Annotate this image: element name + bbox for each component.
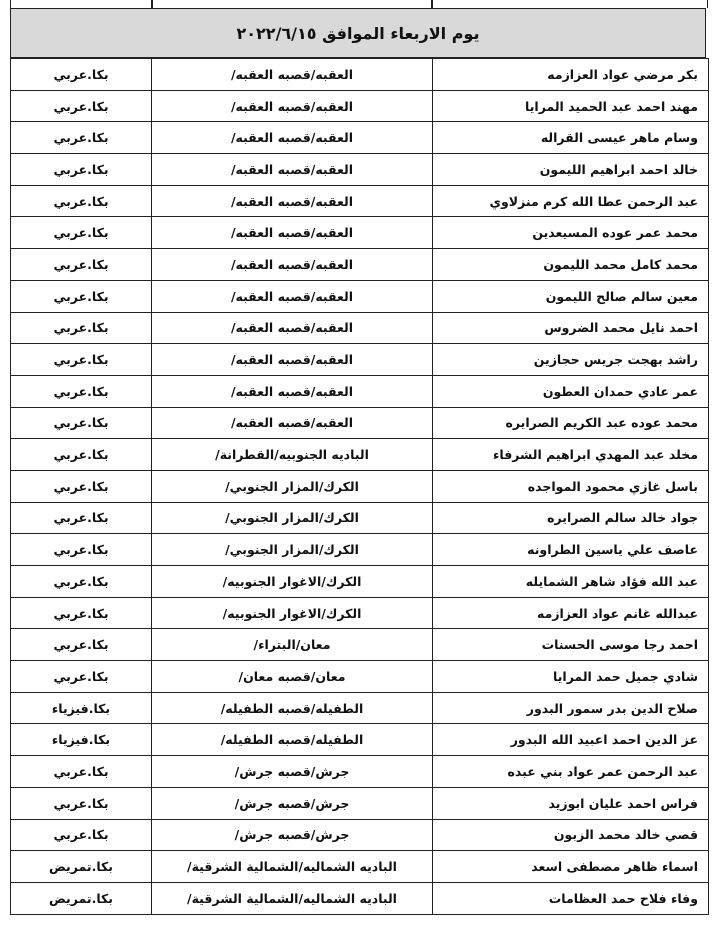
- roster-body: [11, 59, 709, 915]
- location-cell: جرش/قصبه جرش/: [152, 756, 433, 788]
- specialty-cell: بكا.عربي: [11, 566, 152, 598]
- specialty-cell: بكا.عربي: [11, 217, 152, 249]
- name-cell: شادي جميل حمد المرايا: [433, 661, 709, 693]
- name-cell: مهند احمد عبد الحميد المرايا: [433, 90, 709, 122]
- table-row: [11, 249, 709, 281]
- location-cell: الباديه الشماليه/الشمالية الشرقية/: [152, 851, 433, 883]
- specialty-cell: بكا.فيزياء: [11, 724, 152, 756]
- name-cell: بكر مرضي عواد العزازمه: [433, 59, 709, 91]
- name-cell: محمد عمر عوده المسيعدين: [433, 217, 709, 249]
- table-row: [11, 534, 709, 566]
- specialty-cell: بكا.عربي: [11, 154, 152, 186]
- location-cell: العقبه/قصبه العقبه/: [152, 217, 433, 249]
- table-row: [11, 787, 709, 819]
- schedule-sheet: [10, 0, 706, 928]
- table-row: [11, 122, 709, 154]
- table-row: [11, 756, 709, 788]
- name-cell: عبد الرحمن عطا الله كرم منزلاوي: [433, 185, 709, 217]
- name-cell: جواد خالد سالم الصرايره: [433, 502, 709, 534]
- name-cell: عمر عادي حمدان العطون: [433, 375, 709, 407]
- name-cell: عبد الرحمن عمر عواد بني عبده: [433, 756, 709, 788]
- specialty-cell: بكا.عربي: [11, 661, 152, 693]
- date-header-title: يوم الاربعاء الموافق ٢٠٢٢/٦/١٥: [236, 23, 480, 43]
- specialty-cell: بكا.عربي: [11, 312, 152, 344]
- location-cell: العقبه/قصبه العقبه/: [152, 249, 433, 281]
- location-cell: جرش/قصبه جرش/: [152, 787, 433, 819]
- specialty-cell: بكا.عربي: [11, 819, 152, 851]
- specialty-cell: بكا.عربي: [11, 597, 152, 629]
- location-cell: العقبه/قصبه العقبه/: [152, 185, 433, 217]
- specialty-cell: بكا.عربي: [11, 756, 152, 788]
- name-cell: عبدالله غانم عواد العزازمه: [433, 597, 709, 629]
- table-row: [11, 629, 709, 661]
- specialty-cell: بكا.عربي: [11, 185, 152, 217]
- location-cell: جرش/قصبه جرش/: [152, 819, 433, 851]
- specialty-cell: بكا.عربي: [11, 534, 152, 566]
- name-cell: وفاء فلاح حمد العظامات: [433, 882, 709, 914]
- specialty-cell: بكا.عربي: [11, 407, 152, 439]
- name-cell: عز الدين احمد اعبيد الله البدور: [433, 724, 709, 756]
- specialty-cell: بكا.عربي: [11, 344, 152, 376]
- table-row: [11, 661, 709, 693]
- specialty-cell: بكا.عربي: [11, 59, 152, 91]
- location-cell: الكرك/الاغوار الجنوبيه/: [152, 566, 433, 598]
- table-row: [11, 154, 709, 186]
- location-cell: العقبه/قصبه العقبه/: [152, 375, 433, 407]
- table-row: [11, 502, 709, 534]
- name-cell: خالد احمد ابراهيم الليمون: [433, 154, 709, 186]
- name-cell: محمد كامل محمد الليمون: [433, 249, 709, 281]
- specialty-cell: بكا.عربي: [11, 787, 152, 819]
- name-cell: عاصف علي ياسين الطراونه: [433, 534, 709, 566]
- specialty-cell: بكا.عربي: [11, 375, 152, 407]
- specialty-cell: بكا.عربي: [11, 470, 152, 502]
- table-row: [11, 312, 709, 344]
- specialty-cell: بكا.تمريض: [11, 882, 152, 914]
- specialty-cell: بكا.عربي: [11, 122, 152, 154]
- location-cell: الكرك/المزار الجنوبي/: [152, 502, 433, 534]
- table-row: [11, 882, 709, 914]
- table-row: [11, 851, 709, 883]
- specialty-cell: بكا.عربي: [11, 90, 152, 122]
- location-cell: العقبه/قصبه العقبه/: [152, 344, 433, 376]
- name-cell: احمد رجا موسى الحسنات: [433, 629, 709, 661]
- specialty-cell: بكا.تمريض: [11, 851, 152, 883]
- table-row: [11, 90, 709, 122]
- location-cell: الطفيله/قصبه الطفيله/: [152, 724, 433, 756]
- table-row: [11, 407, 709, 439]
- location-cell: العقبه/قصبه العقبه/: [152, 59, 433, 91]
- location-cell: معان/قصبه معان/: [152, 661, 433, 693]
- name-cell: وسام ماهر عيسى القراله: [433, 122, 709, 154]
- location-cell: معان/البتراء/: [152, 629, 433, 661]
- table-row: [11, 597, 709, 629]
- name-cell: احمد نايل محمد الضروس: [433, 312, 709, 344]
- specialty-cell: بكا.عربي: [11, 439, 152, 471]
- table-row: [11, 217, 709, 249]
- specialty-cell: بكا.عربي: [11, 280, 152, 312]
- table-row: [11, 692, 709, 724]
- table-row: [11, 59, 709, 91]
- name-cell: صلاح الدين بدر سمور البدور: [433, 692, 709, 724]
- specialty-cell: بكا.عربي: [11, 629, 152, 661]
- column-divider: [151, 0, 153, 8]
- table-row: [11, 439, 709, 471]
- roster-table: [10, 58, 709, 915]
- name-cell: معين سالم صالح الليمون: [433, 280, 709, 312]
- previous-table-edge: [10, 0, 708, 8]
- location-cell: العقبه/قصبه العقبه/: [152, 280, 433, 312]
- table-row: [11, 280, 709, 312]
- table-row: [11, 819, 709, 851]
- location-cell: العقبه/قصبه العقبه/: [152, 90, 433, 122]
- name-cell: راشد بهجت جريس حجازين: [433, 344, 709, 376]
- location-cell: العقبه/قصبه العقبه/: [152, 312, 433, 344]
- name-cell: اسماء ظاهر مصطفى اسعد: [433, 851, 709, 883]
- name-cell: مخلد عبد المهدي ابراهيم الشرفاء: [433, 439, 709, 471]
- location-cell: الكرك/المزار الجنوبي/: [152, 534, 433, 566]
- location-cell: العقبه/قصبه العقبه/: [152, 407, 433, 439]
- table-row: [11, 185, 709, 217]
- location-cell: الكرك/المزار الجنوبي/: [152, 470, 433, 502]
- name-cell: عبد الله فؤاد شاهر الشمايله: [433, 566, 709, 598]
- location-cell: الطفيله/قصبه الطفيله/: [152, 692, 433, 724]
- location-cell: الكرك/الاغوار الجنوبيه/: [152, 597, 433, 629]
- date-header: [10, 8, 706, 58]
- table-row: [11, 470, 709, 502]
- specialty-cell: بكا.فيزياء: [11, 692, 152, 724]
- name-cell: قصي خالد محمد الزبون: [433, 819, 709, 851]
- specialty-cell: بكا.عربي: [11, 502, 152, 534]
- specialty-cell: بكا.عربي: [11, 249, 152, 281]
- table-row: [11, 375, 709, 407]
- name-cell: باسل غازي محمود المواجده: [433, 470, 709, 502]
- table-row: [11, 724, 709, 756]
- location-cell: العقبه/قصبه العقبه/: [152, 122, 433, 154]
- location-cell: الباديه الجنوبيه/القطرانة/: [152, 439, 433, 471]
- table-row: [11, 344, 709, 376]
- table-row: [11, 566, 709, 598]
- location-cell: العقبه/قصبه العقبه/: [152, 154, 433, 186]
- column-divider: [431, 0, 433, 8]
- name-cell: محمد عوده عبد الكريم الصرايره: [433, 407, 709, 439]
- location-cell: الباديه الشماليه/الشمالية الشرقية/: [152, 882, 433, 914]
- name-cell: فراس احمد عليان ابوزيد: [433, 787, 709, 819]
